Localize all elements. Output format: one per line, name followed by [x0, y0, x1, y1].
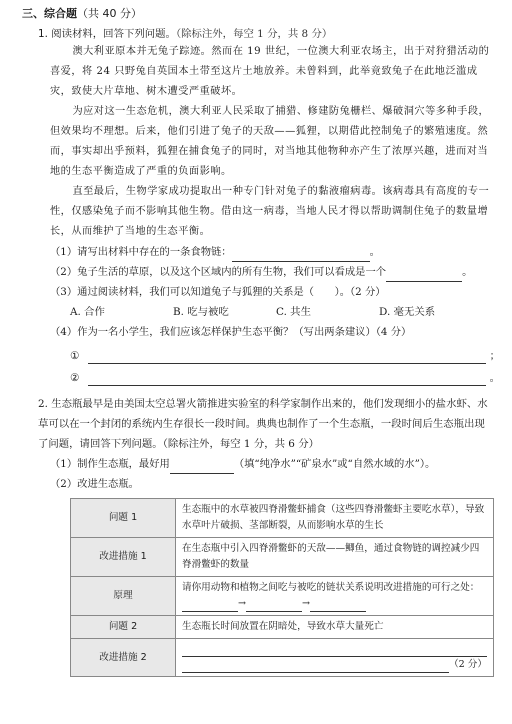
score-note: （2 分） — [449, 659, 487, 671]
arrow: → — [302, 598, 311, 610]
table-row — [71, 616, 494, 639]
row-content — [176, 577, 494, 616]
score-note: （除标注外，每空 1 分，共 6 分） — [162, 438, 319, 451]
question-number: 1. — [38, 27, 48, 40]
sub-question-text: （4）作为一名小学生，我们应该怎样保护生态平衡？（写出两条建议）（4 分） — [50, 326, 412, 339]
answer-blank[interactable] — [182, 658, 449, 673]
food-chain-blank[interactable] — [182, 599, 238, 612]
sub-question-3 — [50, 282, 500, 302]
answer-blank[interactable] — [170, 459, 234, 474]
section-title-text: 三、综合题 — [22, 7, 77, 20]
sub-question-text: （2）改进生态瓶。 — [50, 478, 139, 491]
food-chain-blank[interactable] — [246, 599, 302, 612]
answer-blank[interactable] — [232, 247, 370, 262]
table-row — [71, 538, 494, 577]
answer-line-1 — [70, 346, 500, 364]
sub-question-4 — [50, 322, 500, 342]
score-note: （除标注外，每空 1 分，共 8 分） — [175, 27, 333, 40]
food-chain-blank[interactable] — [310, 599, 366, 612]
sub-question-text: （1）请写出材料中存在的一条食物链： — [50, 246, 232, 259]
row-content: 生态瓶中的水草被四脊滑鳖虾捕食（这些四脊滑鳖虾主要吃水草），导致水草叶片破损、茎部断裂，从而影响水草的生长 — [176, 499, 494, 538]
reading-passage — [50, 42, 494, 242]
choice-c[interactable]: C. 共生 — [276, 306, 311, 319]
answer-line-2 — [70, 368, 500, 386]
row-header: 改进措施 1 — [71, 538, 176, 577]
question-text: 阅读材料，回答下列问题。 — [51, 27, 176, 40]
sub-question-text: （1）制作生态瓶，最好用 — [50, 458, 170, 471]
q2-sub-question-1 — [50, 454, 500, 474]
passage-paragraph: 澳大利亚原本并无兔子踪迹。然而在 19 世纪，一位澳大利亚农场主，出于对狩猎活动的喜爱，将 24 只野兔自英国本土带至这片土地放养。未曾料到，此举竟致兔子在此地泛滥成灾，致使大片草地、树木遭受严重破坏。 — [50, 46, 490, 98]
sub-question-text: （2）兔子生活的草原，以及这个区域内的所有生物，我们可以看成是一个 — [50, 266, 387, 279]
row-header: 问题 2 — [71, 616, 176, 639]
answer-blank[interactable] — [88, 349, 486, 364]
arrow: → — [238, 598, 247, 610]
answer-label: ① — [70, 349, 80, 362]
choice-b[interactable]: B. 吃与被吃 — [173, 306, 229, 319]
answer-blank[interactable] — [182, 642, 487, 657]
principle-text: 请你用动物和植物之间吃与被吃的链状关系说明改进措施的可行之处： — [182, 582, 480, 594]
punctuation: ； — [489, 349, 500, 362]
answer-label: ② — [70, 371, 80, 384]
choice-a[interactable]: A. 合作 — [70, 306, 105, 319]
passage-paragraph: 为应对这一生态危机，澳大利亚人民采取了捕猎、修建防兔栅栏、爆破洞穴等多种手段，但效果均不理想。后来，他们引进了兔子的天敌——狐狸，以期借此控制兔子的繁殖速度。然而，事实却出乎预料，狐狸在捕食兔子的同时，对当地其他物种亦产生了浓厚兴趣，进而对当地的生态平衡造成了严重的负面影响。 — [50, 106, 490, 178]
sub-question-tail: （填“纯净水”“矿泉水”或“自然水域的水”）。 — [233, 458, 436, 471]
row-content: 在生态瓶中引入四脊滑鳖虾的天敌——鲫鱼，通过食物链的调控减少四脊滑鳖虾的数量 — [176, 538, 494, 577]
row-content — [176, 639, 494, 677]
question-2-intro — [38, 394, 494, 454]
punctuation: 。 — [489, 371, 500, 384]
question-text: 生态瓶最早是由美国太空总署火箭推进实验室的科学家制作出来的，他们发现细小的盐水虾、水草可以在一个封闭的系统内生存很长一段时间。典典也制作了一个生态瓶，一段时间后生态瓶出现了问题，请回答下列问题。 — [38, 398, 488, 451]
sub-question-1 — [50, 242, 500, 262]
punctuation: 。 — [369, 246, 380, 259]
question-2 — [38, 394, 500, 454]
q2-sub-question-2 — [50, 474, 500, 494]
section-title — [22, 6, 500, 23]
answer-blank[interactable] — [88, 371, 486, 386]
row-header: 问题 1 — [71, 499, 176, 538]
sub-question-text: （3）通过阅读材料，我们可以知道兔子与狐狸的关系是（ ）。（2 分） — [50, 286, 386, 299]
row-content: 生态瓶长时间放置在阴暗处，导致水草大量死亡 — [176, 616, 494, 639]
section-points: （共 40 分） — [77, 7, 142, 20]
answer-blank[interactable] — [386, 267, 462, 282]
table-row — [71, 499, 494, 538]
question-1-title — [38, 27, 500, 43]
table-row — [71, 639, 494, 677]
row-header: 原理 — [71, 577, 176, 616]
question-number: 2. — [38, 398, 48, 411]
improvement-table — [70, 498, 494, 677]
sub-question-2 — [50, 262, 500, 282]
choice-list — [70, 302, 500, 322]
choice-d[interactable]: D. 毫无关系 — [379, 306, 436, 319]
table-row — [71, 577, 494, 616]
passage-paragraph: 直至最后，生物学家成功提取出一种专门针对兔子的黏液瘤病毒。该病毒具有高度的专一性，仅感染兔子而不影响其他生物。借由这一病毒，当地人民才得以帮助调制住兔子的数量增长，从而维护了当地的生态平衡。 — [50, 186, 490, 238]
row-header: 改进措施 2 — [71, 639, 176, 677]
punctuation: 。 — [462, 266, 473, 279]
